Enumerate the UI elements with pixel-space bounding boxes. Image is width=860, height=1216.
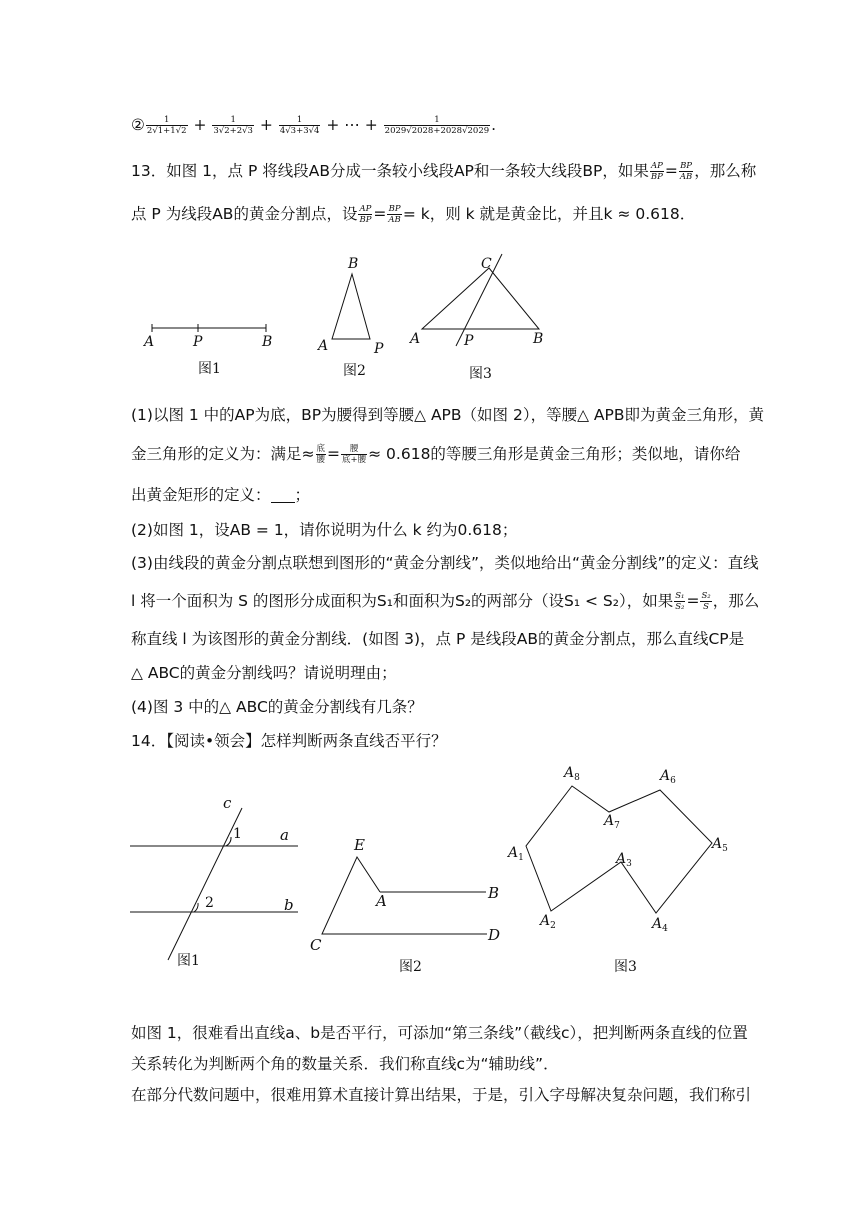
q14-fig2-caption: 图2 [399,959,422,975]
q14-para2: 在部分代数问题中，很难用算术直接计算出结果，于是，引入字母解决复杂问题，我们称引 [131,1086,752,1104]
q13-part3-line3: 称直线 l 为该图形的黄金分割线．(如图 3)，点 P 是线段AB的黄金分割点，那么直线CP是 [131,630,745,648]
q14-fig3-caption: 图3 [614,959,637,975]
q13-figures [0,252,860,382]
q13-part3-line2: l 将一个面积为 S 的图形分成面积为S₁和面积为S₂的两部分（设S₁ < S₂），如果 $\frac{\text{S₁}}{\text{S₂}}$ = $\frac{\text{S₂}}{S}$ ，那么 [131,591,760,612]
q13-part1-line2: 金三角形的定义为：满足≈ $\frac{\text{底}}{\text{腰}}$ = $\frac{\text{腰}}{\text{底+腰}}$ ≈ 0.618的等腰三角形是黄金三角形；类似地，请你给 [131,444,741,465]
vertex-a6-label: $A_6$ [660,768,676,786]
q14-fig1-caption: 图1 [177,953,200,969]
fig2-label-a: A [318,338,329,354]
vertex-a3-label: $A_3$ [616,851,632,869]
line-b-label: b [284,896,294,914]
vertex-a2-label: $A_2$ [540,913,556,931]
point-d-label: D [488,926,501,944]
vertex-a8-label: $A_8$ [564,765,580,783]
fig2-caption: 图2 [343,363,366,379]
fig3-label-c: C [481,256,492,272]
point-e-label: E [354,836,365,854]
vertex-a7-label: $A_7$ [604,813,620,831]
q13-part3-line1: (3)由线段的黄金分割点联想到图形的“黄金分割线”，类似地给出“黄金分割线”的定义：直线 [131,554,759,572]
q14-para1-line1: 如图 1，很难看出直线a、b是否平行，可添加“第三条线”（截线c），把判断两条直线的位置 [131,1024,748,1042]
ap-bp-fraction: $\frac{AP}{BP}$ [650,161,663,182]
q12-part2-line: ② $\frac{1}{2√1+1√2}$ + $\frac{1}{3√2+2√3}$ + $\frac{1}{4√3+3√4}$ + ⋯ + $\frac{1}{2029√2028+2028√2029}$ . [131,115,497,136]
fig3-label-b: B [533,331,544,347]
q14-fig3-octagon [506,765,728,975]
q14-para1-line2: 关系转化为判断两个角的数量关系．我们称直线c为“辅助线”． [131,1055,559,1073]
answer-blank[interactable] [271,488,295,503]
q13-fig1-segment [142,324,272,377]
q13-line2: 点 P 为线段AB的黄金分割点，设 $\frac{AP}{BP}$ = $\frac{BP}{AB}$ = k，则 k 就是黄金比，并且k ≈ 0.618． [131,204,696,225]
q14-fig2-broken-line [310,836,500,975]
fig1-label-p: P [193,334,203,350]
q14-figures [0,760,860,990]
bp-ab-fraction-2: $\frac{BP}{AB}$ [388,204,401,225]
fig3-caption: 图3 [469,366,492,382]
line-c-label: c [223,794,232,812]
q13-part2: (2)如图 1，设AB = 1，请你说明为什么 k 约为0.618； [131,521,518,539]
s2-s-fraction: $\frac{\text{S₂}}{S}$ [701,591,711,612]
q13-part1-line3: 出黄金矩形的定义： ； [131,486,311,504]
term-2-fraction: $\frac{1}{3√2+2√3}$ [213,115,253,136]
q13-fig2-triangle [316,256,384,379]
fig1-label-b: B [262,334,273,350]
fig3-label-a: A [410,331,421,347]
circled-two-marker: ② [131,116,145,134]
fig3-label-p: P [464,333,474,349]
point-c-label: C [310,936,322,954]
point-a-label: A [376,892,387,910]
term-1-fraction: $\frac{1}{2√1+1√2}$ [146,115,187,136]
vertex-a4-label: $A_4$ [652,916,668,934]
term-last-fraction: $\frac{1}{2029√2028+2028√2029}$ [384,115,490,136]
base-leg-fraction: $\frac{\text{底}}{\text{腰}}$ [316,444,326,465]
q13-line1: 13．如图 1，点 P 将线段AB分成一条较小线段AP和一条较大线段BP，如果 $\frac{AP}{BP}$ = $\frac{BP}{AB}$ ，那么称 [131,161,757,182]
q14-title: 14．【阅读•领会】怎样判断两条直线否平行？ [131,732,447,750]
q14-fig1-parallel-lines [130,794,298,969]
term-3-fraction: $\frac{1}{4√3+3√4}$ [279,115,320,136]
q13-part3-line4: △ ABC的黄金分割线吗？请说明理由； [131,664,397,682]
fig2-label-b: B [348,256,359,272]
vertex-a1-label: $A_1$ [508,845,524,863]
angle-1-label: 1 [233,826,242,842]
ellipsis: + ⋯ + [326,116,378,134]
vertex-a5-label: $A_5$ [712,836,728,854]
angle-2-label: 2 [205,895,214,911]
ap-bp-fraction-2: $\frac{AP}{BP}$ [359,204,372,225]
fig2-label-p: P [374,341,384,357]
bp-ab-fraction: $\frac{BP}{AB}$ [679,161,693,182]
point-b-label: B [488,884,500,902]
fig1-caption: 图1 [198,361,221,377]
q13-fig3-triangle [408,254,543,382]
q13-part1-line1: (1)以图 1 中的AP为底，BP为腰得到等腰△ APB（如图 2），等腰△ APB即为黄金三角形，黄 [131,406,765,424]
q13-part4: (4)图 3 中的△ ABC的黄金分割线有几条？ [131,698,423,716]
s1-s2-fraction: $\frac{\text{S₁}}{\text{S₂}}$ [675,591,685,612]
leg-sum-fraction: $\frac{\text{腰}}{\text{底+腰}}$ [342,444,367,465]
fig1-label-a: A [144,334,155,350]
line-a-label: a [280,826,289,844]
